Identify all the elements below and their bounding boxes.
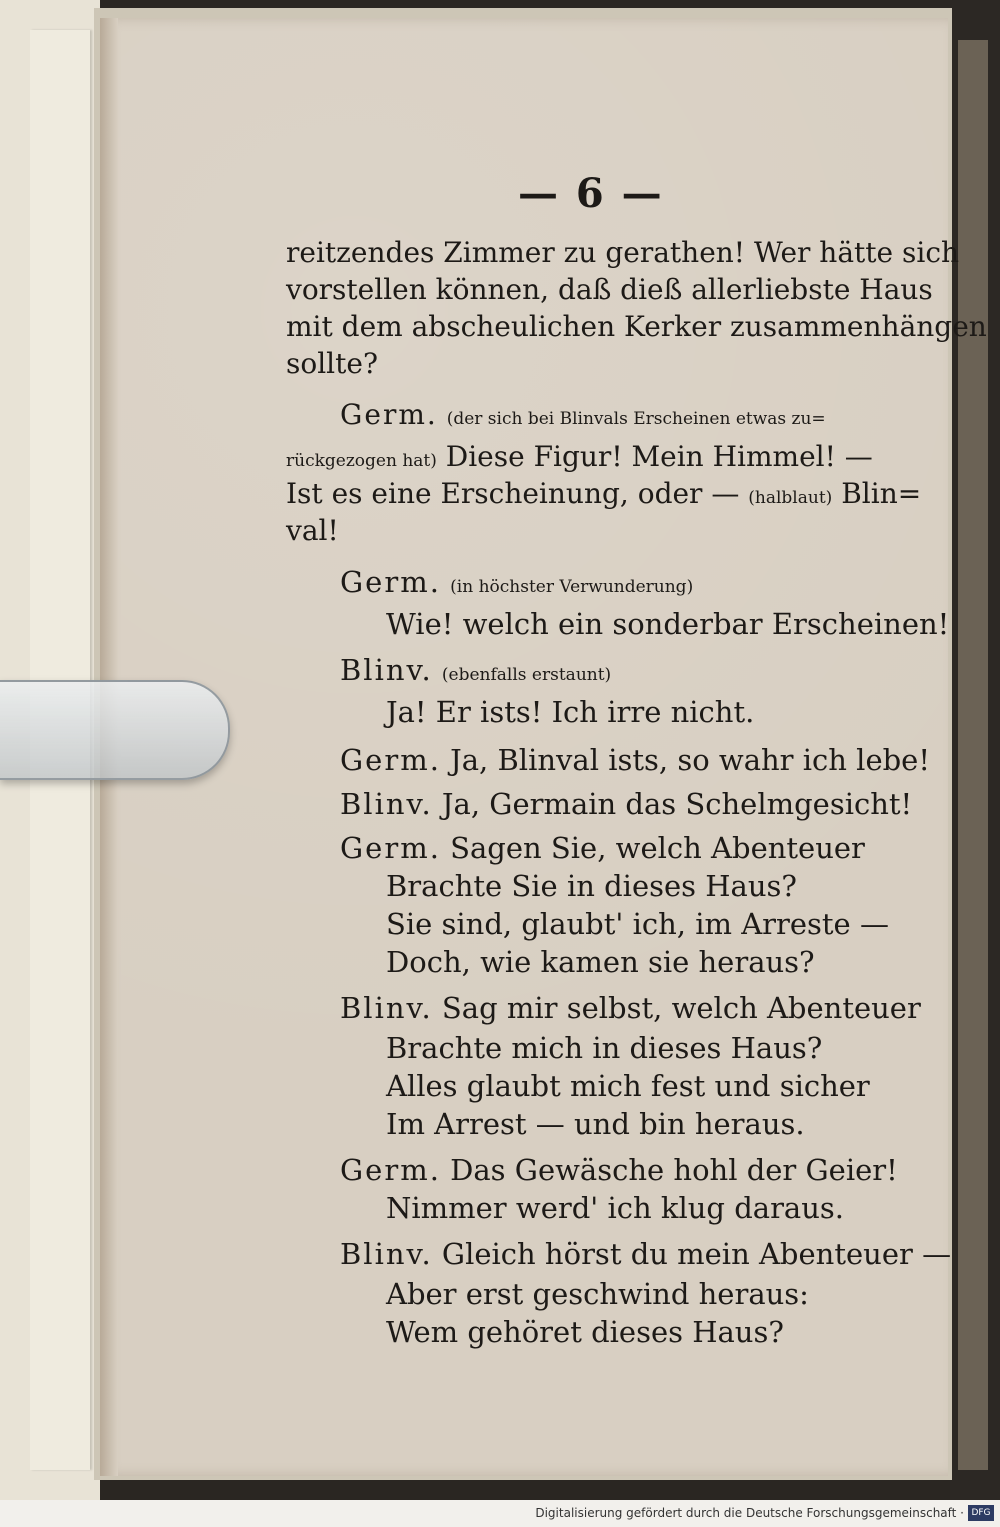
verse-line: Sie sind, glaubt' ich, im Arreste — — [386, 907, 889, 941]
verse-line: Ja! Er ists! Ich irre nicht. — [386, 695, 755, 729]
page-number: — 6 — — [518, 170, 664, 217]
speech-text: Sag mir selbst, welch Abenteuer — [441, 991, 921, 1025]
speaker-name: Germ. — [340, 831, 441, 865]
verse-line: Wem gehöret dieses Haus? — [386, 1315, 784, 1349]
speech-text: Ja, Germain das Schelmgesicht! — [441, 787, 913, 821]
prose-line: vorstellen können, daß dieß allerliebste Haus — [286, 273, 933, 306]
verse-line — [340, 786, 912, 823]
speaker-name: Blinv. — [340, 1237, 433, 1271]
stage-direction: (halblaut) — [748, 488, 833, 508]
speech-text: Ist es eine Erscheinung, oder — — [286, 477, 740, 510]
prose-line: reitzendes Zimmer zu gerathen! Wer hätte sich — [286, 236, 960, 269]
speech-line — [286, 438, 873, 480]
stage-direction: (ebenfalls erstaunt) — [441, 665, 612, 685]
speaker-name: Germ. — [340, 1153, 441, 1187]
verse-header — [340, 564, 693, 606]
verse-line — [340, 1236, 951, 1273]
prose-line: mit dem abscheulichen Kerker zusammenhängen — [286, 310, 987, 343]
verse-line: Alles glaubt mich fest und sicher — [386, 1069, 870, 1103]
book-edge-pages — [958, 40, 988, 1470]
speech-text: Blin= — [841, 477, 922, 510]
speaker-name: Blinv. — [340, 653, 433, 687]
verse-line — [340, 830, 865, 867]
verse-line: Nimmer werd' ich klug daraus. — [386, 1191, 844, 1225]
verse-line — [340, 1152, 898, 1189]
speech-text: Sagen Sie, welch Abenteuer — [450, 831, 865, 865]
speech-line: val! — [286, 514, 339, 547]
verse-line — [340, 990, 921, 1027]
verse-line: Im Arrest — und bin heraus. — [386, 1107, 805, 1141]
speaker-name: Germ. — [340, 565, 441, 599]
dfg-logo: DFG — [968, 1505, 994, 1521]
speaker-name: Germ. — [340, 398, 438, 431]
prose-line: sollte? — [286, 347, 378, 380]
speaker-name: Blinv. — [340, 787, 433, 821]
stage-direction: (der sich bei Blinvals Erscheinen etwas zu= — [446, 409, 826, 429]
verse-line — [340, 742, 930, 779]
verse-line: Doch, wie kamen sie heraus? — [386, 945, 815, 979]
speech-text: Das Gewäsche hohl der Geier! — [450, 1153, 898, 1187]
page-weight-clip — [0, 680, 230, 780]
speech-line — [286, 475, 921, 517]
speaker-name: Germ. — [340, 743, 441, 777]
speech-line — [340, 396, 826, 438]
speaker-name: Blinv. — [340, 991, 433, 1025]
verse-header — [340, 652, 611, 694]
verse-line: Wie! welch ein sonderbar Erscheinen! — [386, 607, 950, 641]
verse-line: Brachte mich in dieses Haus? — [386, 1031, 823, 1065]
speech-text: Gleich hörst du mein Abenteuer — — [441, 1237, 952, 1271]
stage-direction: rückgezogen hat) — [286, 451, 437, 471]
speech-text: Diese Figur! Mein Himmel! — — [445, 440, 873, 473]
speech-text: Ja, Blinval ists, so wahr ich lebe! — [450, 743, 930, 777]
stage-direction: (in höchster Verwunderung) — [450, 577, 694, 597]
funding-credit: Digitalisierung gefördert durch die Deutsche Forschungsgemeinschaft · — [535, 1506, 964, 1520]
verse-line: Aber erst geschwind heraus: — [386, 1277, 809, 1311]
verse-line: Brachte Sie in dieses Haus? — [386, 869, 797, 903]
